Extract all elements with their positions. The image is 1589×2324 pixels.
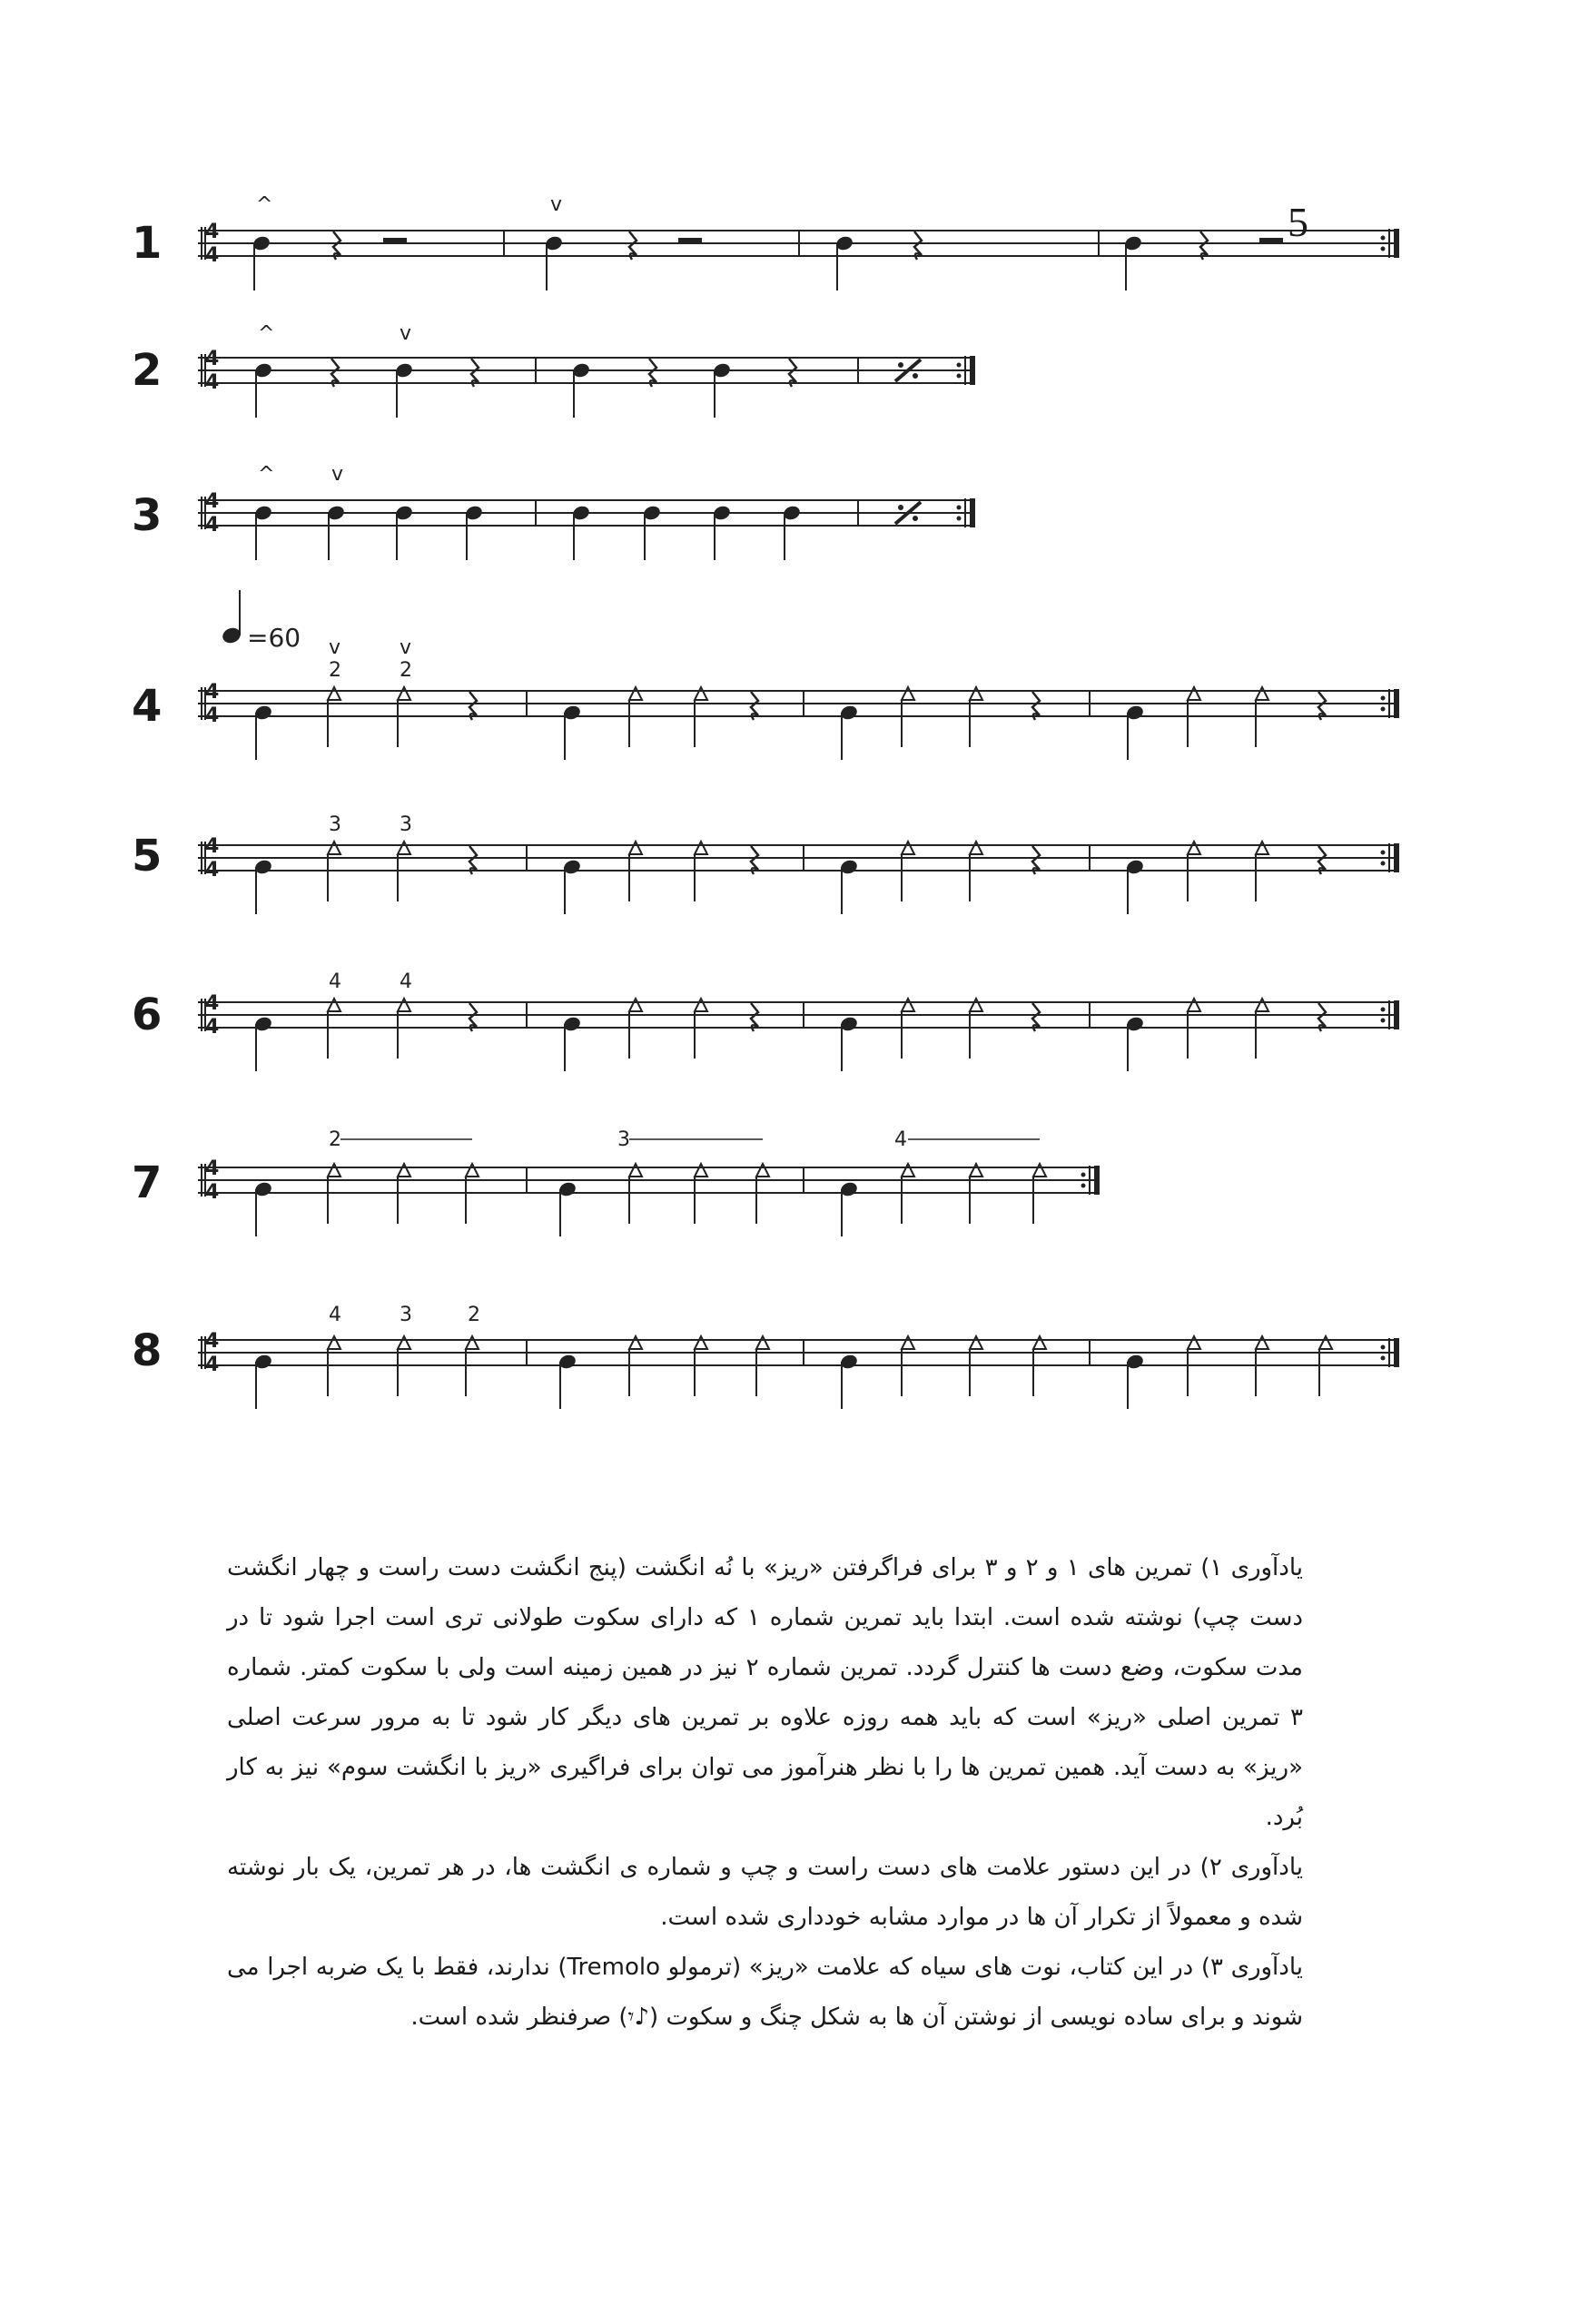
open-string-note (756, 1164, 769, 1177)
final-barline (1394, 1000, 1399, 1029)
open-string-note (398, 1336, 410, 1349)
open-string-note (902, 1336, 914, 1349)
open-string-note (328, 687, 340, 700)
open-string-note (328, 999, 340, 1011)
open-string-note (695, 999, 707, 1011)
open-string-note (756, 1336, 769, 1349)
repeat-dot (898, 362, 903, 368)
open-string-note (629, 842, 642, 854)
repeat-dot (1381, 851, 1386, 855)
fingering-number: 2 (329, 659, 341, 682)
repeat-dot (913, 516, 918, 521)
exercise-number: 7 (132, 1157, 163, 1208)
time-signature-top: 4 (205, 348, 220, 370)
half-rest (383, 238, 407, 244)
final-barline (1394, 1338, 1399, 1367)
open-string-note (1256, 1336, 1268, 1349)
open-string-note (466, 1336, 479, 1349)
exercise-number: 2 (132, 345, 163, 396)
open-string-note (1256, 687, 1268, 700)
open-string-note (1188, 999, 1200, 1011)
accent-mark: v (550, 193, 563, 216)
time-signature-top: 4 (205, 490, 220, 513)
time-signature-top: 4 (205, 1330, 220, 1353)
open-string-note (970, 1164, 982, 1177)
time-signature-top: 4 (205, 1157, 220, 1180)
final-barline (1394, 843, 1399, 872)
accent-mark: ^ (258, 322, 275, 345)
open-string-note (629, 1336, 642, 1349)
exercise-number: 5 (132, 831, 163, 881)
accent-mark: ^ (256, 193, 273, 216)
fingering-number: 2 (329, 1128, 341, 1151)
final-barline (1394, 689, 1399, 718)
open-string-note (1256, 999, 1268, 1011)
open-string-note (398, 1164, 410, 1177)
time-signature-bottom: 4 (205, 1354, 220, 1376)
open-string-note (398, 687, 410, 700)
repeat-dot (1081, 1173, 1086, 1177)
open-string-note (695, 687, 707, 700)
repeat-dot (1381, 1008, 1386, 1012)
repeat-dot (1381, 1019, 1386, 1023)
fingering-number: 3 (329, 813, 341, 836)
tempo-marking: =60 (247, 623, 301, 653)
exercise-number: 3 (132, 490, 163, 541)
open-string-note (695, 842, 707, 854)
open-string-note (970, 999, 982, 1011)
open-string-note (695, 1164, 707, 1177)
open-string-note (902, 687, 914, 700)
final-barline (1394, 229, 1399, 258)
repeat-dot (1381, 247, 1386, 251)
repeat-dot (957, 374, 962, 379)
open-string-note (466, 1164, 479, 1177)
repeat-dot (1381, 236, 1386, 241)
open-string-note (1256, 842, 1268, 854)
open-string-note (328, 1164, 340, 1177)
time-signature-top: 4 (205, 992, 220, 1015)
repeat-dot (1081, 1184, 1086, 1188)
fingering-number: 2 (468, 1304, 480, 1326)
time-signature-bottom: 4 (205, 859, 220, 881)
fingering-number: 3 (400, 813, 412, 836)
fingering-number: 4 (329, 1304, 341, 1326)
open-string-note (902, 842, 914, 854)
open-string-note (629, 999, 642, 1011)
time-signature-bottom: 4 (205, 704, 220, 727)
open-string-note (398, 999, 410, 1011)
time-signature-bottom: 4 (205, 514, 220, 537)
page-number: 5 (1288, 199, 1308, 245)
open-string-note (970, 687, 982, 700)
time-signature-bottom: 4 (205, 1181, 220, 1204)
fingering-number: 4 (329, 970, 341, 993)
open-string-note (328, 842, 340, 854)
final-barline (970, 498, 975, 527)
open-string-note (629, 687, 642, 700)
repeat-dot (1381, 707, 1386, 712)
open-string-note (328, 1336, 340, 1349)
half-rest (678, 238, 702, 244)
exercise-number: 4 (132, 681, 163, 732)
fingering-number: 2 (400, 659, 412, 682)
final-barline (1094, 1166, 1100, 1195)
open-string-note (902, 999, 914, 1011)
repeat-dot (1381, 862, 1386, 866)
repeat-dot (898, 505, 903, 510)
open-string-note (970, 1336, 982, 1349)
repeat-dot (1381, 1356, 1386, 1361)
time-signature-bottom: 4 (205, 1016, 220, 1039)
half-rest (1259, 238, 1283, 244)
fingering-number: 4 (894, 1128, 907, 1151)
fingering-number: 3 (617, 1128, 630, 1151)
repeat-dot (913, 373, 918, 379)
accent-mark: v (331, 463, 344, 486)
exercise-number: 1 (132, 218, 163, 269)
notes-section (227, 1543, 1303, 2043)
open-string-note (1188, 1336, 1200, 1349)
open-string-note (1319, 1336, 1332, 1349)
final-barline (970, 356, 975, 385)
note-paragraph-3: یادآوری ۳) در این کتاب، نوت های سیاه که علامت «ریز» (ترمولو Tremolo) ندارند، فقط با یک ضربه اجرا می شوند و برای ساده نویسی از نوشتن آن ها به شکل چنگ و سکوت (♪𝄾) صرفنظر شده است. (227, 1954, 1304, 2031)
repeat-dot (1381, 696, 1386, 701)
time-signature-top: 4 (205, 835, 220, 858)
open-string-note (1188, 687, 1200, 700)
open-string-note (1188, 842, 1200, 854)
note-paragraph-2: یادآوری ۲) در این دستور علامت های دست راست و چپ و شماره ی انگشت ها، در هر تمرین، یک بار نوشته شده و معمولاً از تکرار آن ها در موارد مشابه خودداری شده است. (227, 1854, 1303, 1931)
time-signature-top: 4 (205, 681, 220, 704)
exercise-number: 6 (132, 990, 163, 1040)
time-signature-top: 4 (205, 221, 220, 243)
fingering-number: 3 (400, 1304, 412, 1326)
open-string-note (629, 1164, 642, 1177)
accent-mark: v (400, 636, 412, 659)
accent-mark: v (329, 636, 341, 659)
time-signature-bottom: 4 (205, 371, 220, 394)
open-string-note (902, 1164, 914, 1177)
open-string-note (1033, 1164, 1046, 1177)
accent-mark: v (400, 322, 412, 345)
fingering-number: 4 (400, 970, 412, 993)
open-string-note (970, 842, 982, 854)
repeat-dot (957, 517, 962, 521)
repeat-dot (957, 506, 962, 510)
open-string-note (398, 842, 410, 854)
repeat-dot (957, 363, 962, 368)
repeat-dot (1381, 1345, 1386, 1350)
time-signature-bottom: 4 (205, 244, 220, 267)
exercise-number: 8 (132, 1325, 163, 1376)
open-string-note (695, 1336, 707, 1349)
accent-mark: ^ (258, 463, 275, 486)
open-string-note (1033, 1336, 1046, 1349)
note-paragraph-1: یادآوری ۱) تمرین های ۱ و ۲ و ۳ برای فراگرفتن «ریز» با نُه انگشت (پنج انگشت دست راست و چهار انگشت دست چپ) نوشته شده است. ابتدا باید تمرین شماره ۱ که دارای سکوت طولانی تری است اجرا شود تا در مدت سکوت، وضع دست ها کنترل گردد. تمرین شماره ۲ نیز در همین زمینه است ولی با سکوت کمتر. شماره ۳ تمرین اصلی «ریز» است که باید همه روزه علاوه بر تمرین های دیگر کار شود تا به مرور سرعت اصلی «ریز» به دست آید. همین تمرین ها را با نظر هنرآموز می توان برای فراگیری «ریز با انگشت سوم» نیز به کار بُرد. (227, 1554, 1304, 1831)
